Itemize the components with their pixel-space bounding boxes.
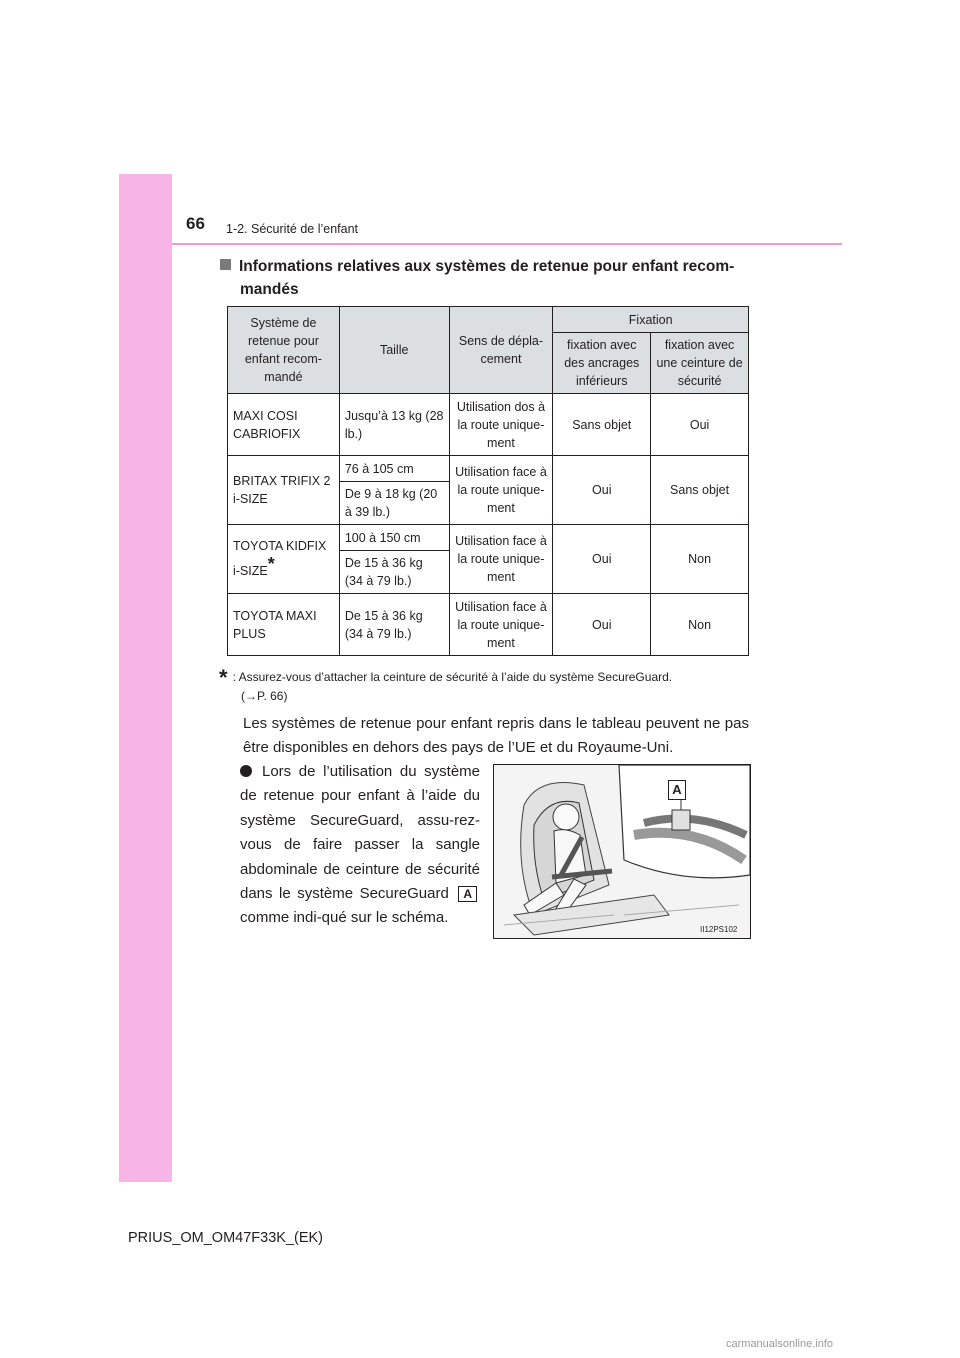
cell-size: Jusqu’à 13 kg (28 lb.) [339,394,449,456]
header-system: Système de retenue pour enfant recom-mandé [228,307,340,394]
page-reference-link[interactable]: (→P. 66) [241,689,288,703]
footnote-marker: * [267,554,275,575]
cell-lower: Sans objet [553,394,651,456]
cell-system: BRITAX TRIFIX 2 i-SIZE [228,456,340,525]
footnote-text: : Assurez-vous d’attacher la ceinture de sécurité à l’aide du système SecureGuard. [232,670,673,684]
cell-size: De 15 à 36 kg (34 à 79 lb.) [339,594,449,656]
round-bullet-icon [240,765,252,777]
page-number: 66 [186,214,205,233]
cell-size: 76 à 105 cm [339,456,449,482]
section-tab-band [119,174,172,1182]
cell-belt: Non [651,594,749,656]
child-seat-table [227,306,749,656]
bullet-text-before: Lors de l’utilisation du système de retenue pour enfant à l’aide du système SecureGuard, assu-rez-vous de faire passer la sangle abdominale de ceinture de sécurité dans le système SecureGuard [240,763,480,903]
table-row [228,456,749,482]
cell-system-text: TOYOTA KIDFIX i-SIZE [233,539,327,579]
header-divider [172,243,842,245]
cell-direction: Utilisation dos à la route unique-ment [449,394,553,456]
heading-line-1: Informations relatives aux systèmes de retenue pour enfant recom- [239,258,735,275]
table-row [228,394,749,456]
figure-callout-a: A [668,780,686,800]
table-row [228,525,749,551]
cell-belt: Oui [651,394,749,456]
cell-direction: Utilisation face à la route unique-ment [449,456,553,525]
section-heading [220,255,750,301]
cell-size: De 9 à 18 kg (20 à 39 lb.) [339,482,449,525]
child-seat-drawing [494,765,750,938]
cell-lower: Oui [553,525,651,594]
header-direction: Sens de dépla-cement [449,307,553,394]
header-fixation-lower: fixation avec des ancrages inférieurs [553,333,651,394]
secureguard-illustration [493,764,751,939]
footnote-star: * [219,665,228,690]
cell-system: TOYOTA MAXI PLUS [228,594,340,656]
cell-direction: Utilisation face à la route unique-ment [449,594,553,656]
figure-code: II12PS102 [700,925,738,934]
cell-belt: Sans objet [651,456,749,525]
cell-size: De 15 à 36 kg (34 à 79 lb.) [339,551,449,594]
cell-size: 100 à 150 cm [339,525,449,551]
cell-belt: Non [651,525,749,594]
header-fixation-belt: fixation avec une ceinture de sécurité [651,333,749,394]
table-footnote [219,665,749,706]
cell-system [228,525,340,594]
header-fixation: Fixation [553,307,749,333]
table-row [228,594,749,656]
heading-line-2: mandés [240,281,299,298]
header-size: Taille [339,307,449,394]
cell-lower: Oui [553,594,651,656]
section-title: 1-2. Sécurité de l’enfant [226,222,359,236]
bullet-text-after: comme indi-qué sur le schéma. [240,909,449,927]
cell-lower: Oui [553,456,651,525]
watermark-text: carmanualsonline.info [726,1338,834,1350]
cell-system: MAXI COSI CABRIOFIX [228,394,340,456]
instruction-bullet [240,760,480,931]
callout-label-a: A [458,886,477,902]
square-bullet-icon [220,259,231,270]
cell-direction: Utilisation face à la route unique-ment [449,525,553,594]
availability-paragraph: Les systèmes de retenue pour enfant repris dans le tableau peuvent ne pas être disponibles en dehors des pays de l’UE et du Royaume-Uni. [243,715,749,756]
document-footer: PRIUS_OM_OM47F33K_(EK) [128,1230,324,1246]
